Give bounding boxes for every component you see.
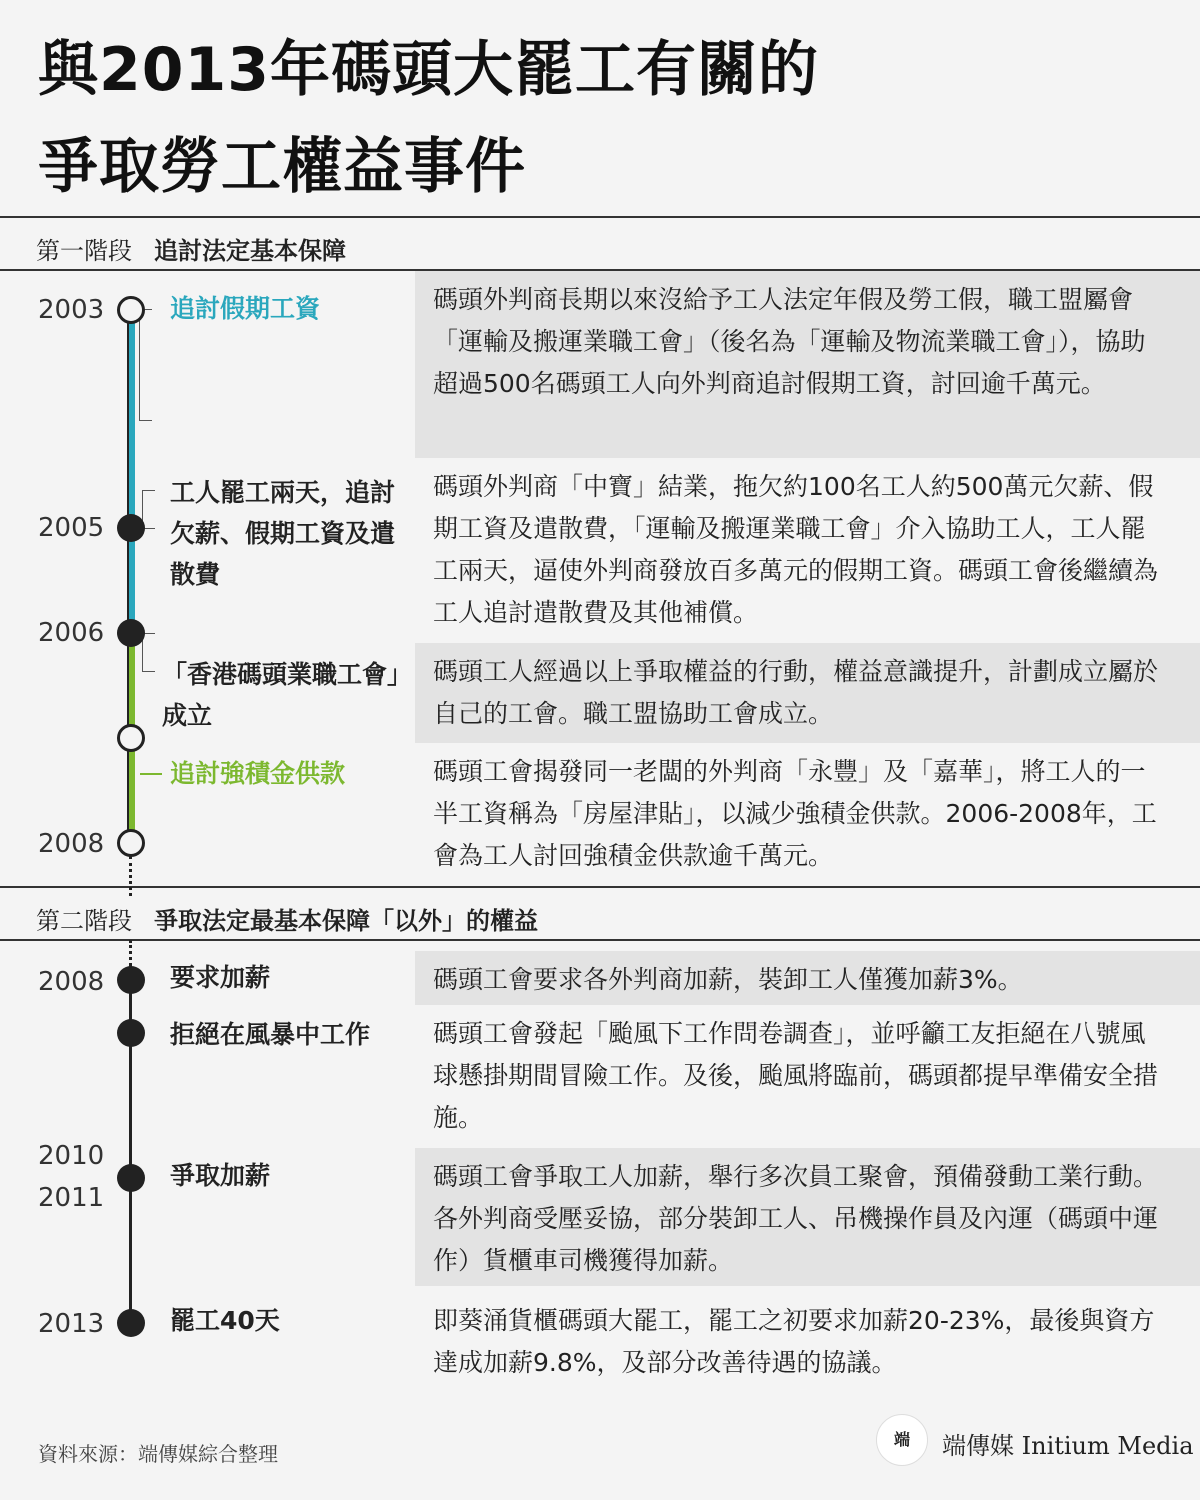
event-description: 碼頭工會要求各外判商加薪，裝卸工人僅獲加薪3%。: [415, 951, 1200, 1005]
year-label: 2005: [38, 513, 105, 543]
event-description: 即葵涌貨櫃碼頭大罷工，罷工之初要求加薪20-23%，最後與資方達成加薪9.8%，及部分改善待遇的協議。: [433, 1306, 1155, 1377]
timeline-node: [117, 619, 145, 647]
event-title: 罷工40天: [170, 1306, 280, 1335]
event-tick: [140, 773, 162, 775]
event-description: 碼頭外判商長期以來沒給予工人法定年假及勞工假，職工盟屬會「運輸及搬運業職工會」（後名為「運輸及物流業職工會」），協助超過500名碼頭工人向外判商追討假期工資，討回逾千萬元。: [415, 271, 1200, 458]
stage-header-1: [36, 231, 346, 266]
timeline-dotted-connector: [129, 940, 132, 966]
brand-name: 端傳媒 Initium Media: [942, 1432, 1194, 1460]
event-title: 拒絕在風暴中工作: [170, 1020, 371, 1049]
stage-name: 追討法定基本保障: [154, 236, 346, 265]
timeline-node: [117, 1019, 145, 1047]
year-label: 2008: [38, 967, 105, 997]
event-title: 「香港碼頭業職工會」成立: [162, 660, 413, 730]
divider: [0, 939, 1200, 941]
stage-label: 第二階段: [36, 907, 132, 935]
event-title: 追討強積金供款: [170, 759, 346, 788]
event-bracket: [142, 633, 155, 672]
year-label: 2011: [38, 1183, 105, 1213]
source-note: 資料來源：端傳媒綜合整理: [38, 1442, 278, 1466]
timeline-node: [117, 829, 145, 857]
divider: [0, 216, 1200, 218]
year-label: 2006: [38, 618, 105, 648]
year-label: 2010: [38, 1141, 105, 1171]
year-label: 2013: [38, 1309, 105, 1339]
event-description: 碼頭工會揭發同一老闆的外判商「永豐」及「嘉華」，將工人的一半工資稱為「房屋津貼」，以減少強積金供款。2006-2008年，工會為工人討回強積金供款逾千萬元。: [433, 757, 1157, 870]
timeline-line: [127, 310, 129, 843]
brand-logo: 端: [876, 1414, 928, 1466]
event-description: 碼頭工人經過以上爭取權益的行動，權益意識提升，計劃成立屬於自己的工會。職工盟協助工會成立。: [415, 643, 1200, 743]
timeline-node: [117, 966, 145, 994]
stage-header-2: [36, 901, 538, 936]
event-description: 碼頭工會發起「颱風下工作問卷調查」，並呼籲工友拒絕在八號風球懸掛期間冒險工作。及後，颱風將臨前，碼頭都提早準備安全措施。: [433, 1019, 1159, 1132]
timeline-node: [117, 296, 145, 324]
timeline-node: [117, 1164, 145, 1192]
timeline-node: [117, 514, 145, 542]
event-title: 工人罷工兩天，追討欠薪、假期工資及遣散費: [170, 478, 396, 589]
event-bracket: [139, 309, 152, 421]
page-title: 與2013年碼頭大罷工有關的: [38, 35, 819, 105]
divider: [0, 886, 1200, 888]
timeline-dotted-connector: [129, 856, 132, 896]
event-description: 碼頭外判商「中寶」結業，拖欠約100名工人約500萬元欠薪、假期工資及遣散費，「運輸及搬運業職工會」介入協助工人，工人罷工兩天，逼使外判商發放百多萬元的假期工資。碼頭工會後繼續為工人追討遣散費及其他補償。: [433, 472, 1159, 627]
event-description: 碼頭工會爭取工人加薪，舉行多次員工聚會，預備發動工業行動。各外判商受壓妥協，部分裝卸工人、吊機操作員及內運（碼頭中運作）貨櫃車司機獲得加薪。: [415, 1148, 1200, 1286]
event-title: 爭取加薪: [170, 1161, 271, 1190]
event-title: 要求加薪: [170, 963, 271, 992]
year-label: 2003: [38, 295, 105, 325]
stage-name: 爭取法定最基本保障「以外」的權益: [154, 906, 538, 935]
event-title: 追討假期工資: [170, 294, 321, 323]
stage-label: 第一階段: [36, 237, 132, 265]
timeline-node: [117, 724, 145, 752]
timeline-node: [117, 1309, 145, 1337]
year-label: 2008: [38, 829, 105, 859]
page-subtitle: 爭取勞工權益事件: [38, 132, 526, 202]
